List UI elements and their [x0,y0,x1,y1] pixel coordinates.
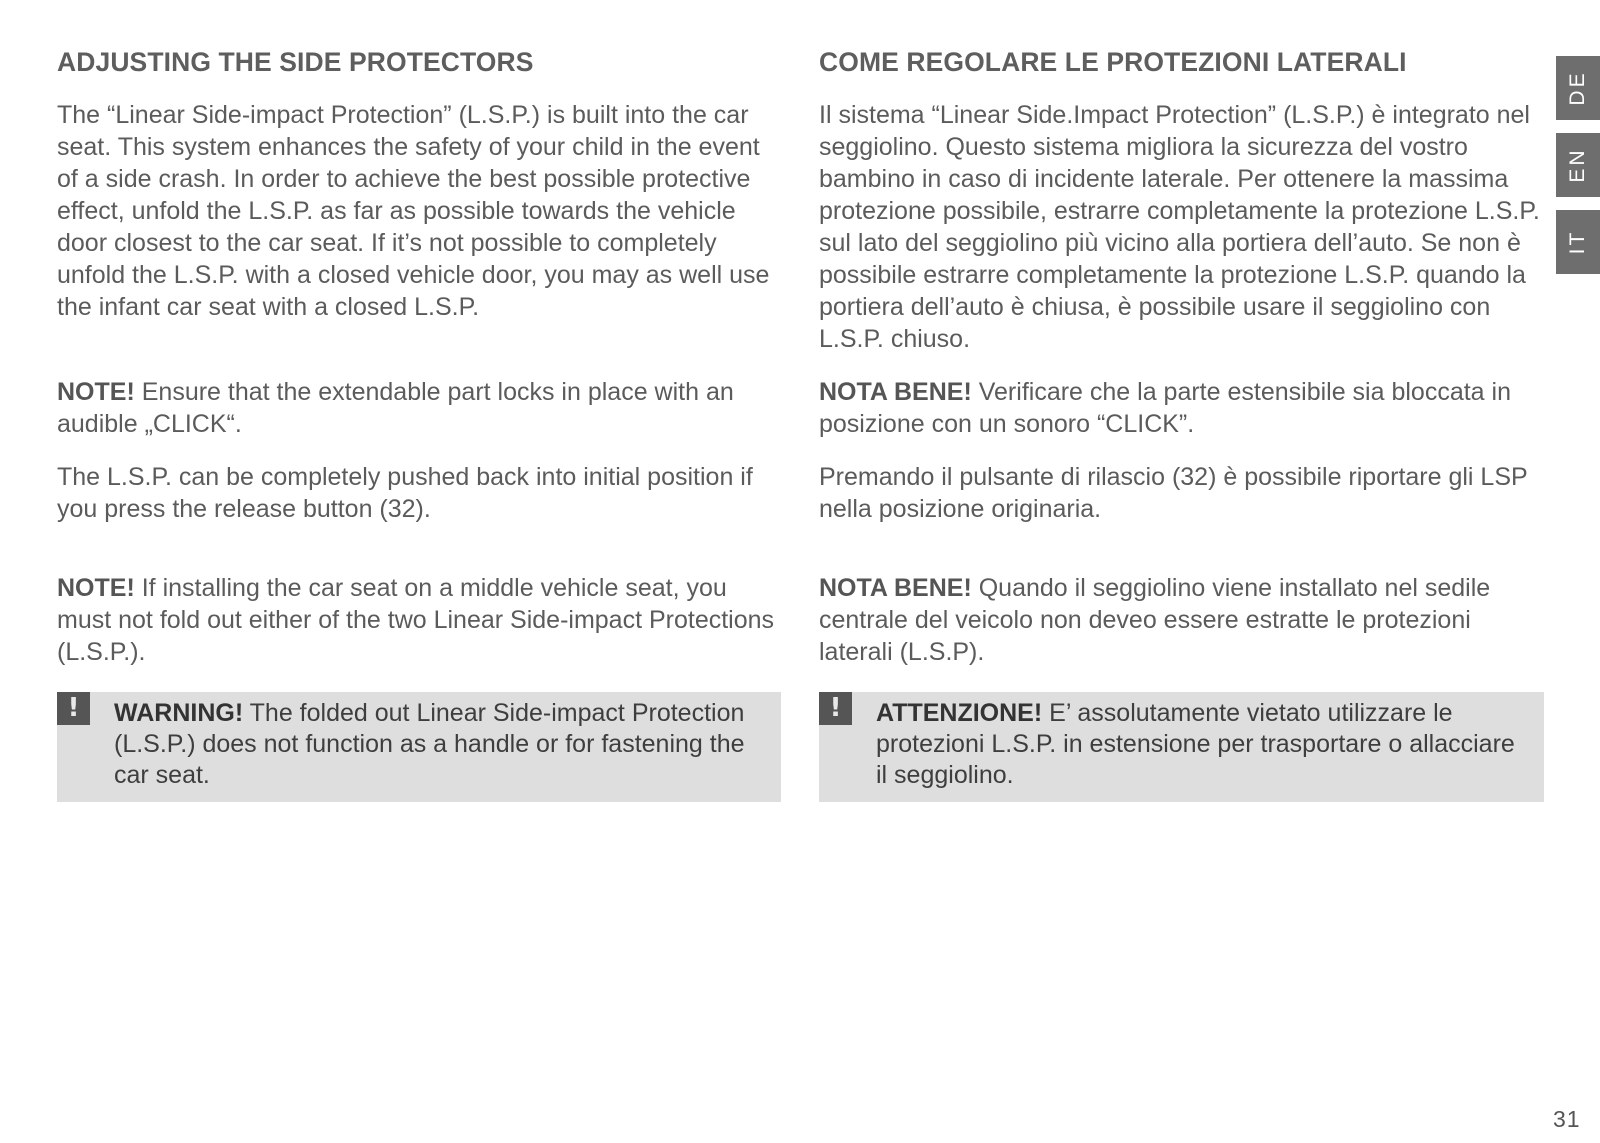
italian-column [819,44,1544,802]
intro-paragraph-it: Il sistema “Linear Side.Impact Protection” (L.S.P.) è integrato nel seggiolino. Questo sistema migliora la sicurezza del vostro bambino in caso di incidente laterale. Per ottenere la massima protezione possibile, estrarre completamente la protezione L.S.P. sul lato del seggiolino più vicino alla portiera dell’auto. Se non è possibile estrarre completamente la protezione L.S.P. quando la portiera dell’auto è chiusa, è possibile usare il seggiolino con L.S.P. chiuso. [819,101,1540,353]
warning-text-en: The folded out Linear Side-impact Protection (L.S.P.) does not function as a handle or for fastening the car seat. [114,699,745,789]
note2-label-en: NOTE! [57,574,135,602]
note2-text-it: Quando il seggiolino viene installato nel sedile centrale del veicolo non deveo essere estratte le protezioni laterali (L.S.P). [819,574,1491,666]
middle-seat-note-it [819,572,1544,668]
tab-en[interactable] [1556,133,1600,197]
note-text-en: Ensure that the extendable part locks in place with an audible „CLICK“. [57,378,734,438]
tab-it-label: IT [1566,229,1589,255]
warning-text-it: E’ assolutamente vietato utilizzare le protezioni L.S.P. in estensione per trasportare o allacciare il seggiolino. [876,699,1515,789]
warning-label-en: WARNING! [114,699,244,727]
intro-paragraph-en: The “Linear Side-impact Protection” (L.S.P.) is built into the car seat. This system enhances the safety of your child in the event of a side crash. In order to achieve the best possible protective effect, unfold the L.S.P. as far as possible towards the vehicle door closest to the car seat. If it’s not possible to completely unfold the L.S.P. with a closed vehicle door, you may as well use the infant car seat with a closed L.S.P. [57,101,770,321]
language-tabs [1556,56,1600,287]
warning-box-it [819,692,1544,802]
release-paragraph-en: The L.S.P. can be completely pushed back into initial position if you press the release button (32). [57,463,753,523]
note-label-it: NOTA BENE! [819,378,972,406]
tab-de-label: DE [1566,70,1589,106]
note-paragraph-it [819,376,1544,440]
warning-box-en [57,692,781,802]
warning-label-it: ATTENZIONE! [876,699,1043,727]
warning-exclamation-icon: ! [57,692,90,725]
middle-seat-note-en [57,572,781,668]
note-label-en: NOTE! [57,378,135,406]
release-paragraph-it: Premando il pulsante di rilascio (32) è possibile riportare gli LSP nella posizione originaria. [819,463,1528,523]
warning-exclamation-icon: ! [819,692,852,725]
section-heading-en: ADJUSTING THE SIDE PROTECTORS [57,47,534,77]
note2-text-en: If installing the car seat on a middle vehicle seat, you must not fold out either of the two Linear Side-impact Protections (L.S.P.). [57,574,775,666]
english-column [57,44,781,802]
note-text-it: Verificare che la parte estensibile sia bloccata in posizione con un sonoro “CLICK”. [819,378,1511,438]
page-number: 31 [1553,1106,1581,1132]
tab-it[interactable] [1556,210,1600,274]
tab-en-label: EN [1566,147,1589,183]
note2-label-it: NOTA BENE! [819,574,972,602]
section-heading-it: COME REGOLARE LE PROTEZIONI LATERALI [819,47,1407,77]
note-paragraph-en [57,376,781,440]
tab-de[interactable] [1556,56,1600,120]
